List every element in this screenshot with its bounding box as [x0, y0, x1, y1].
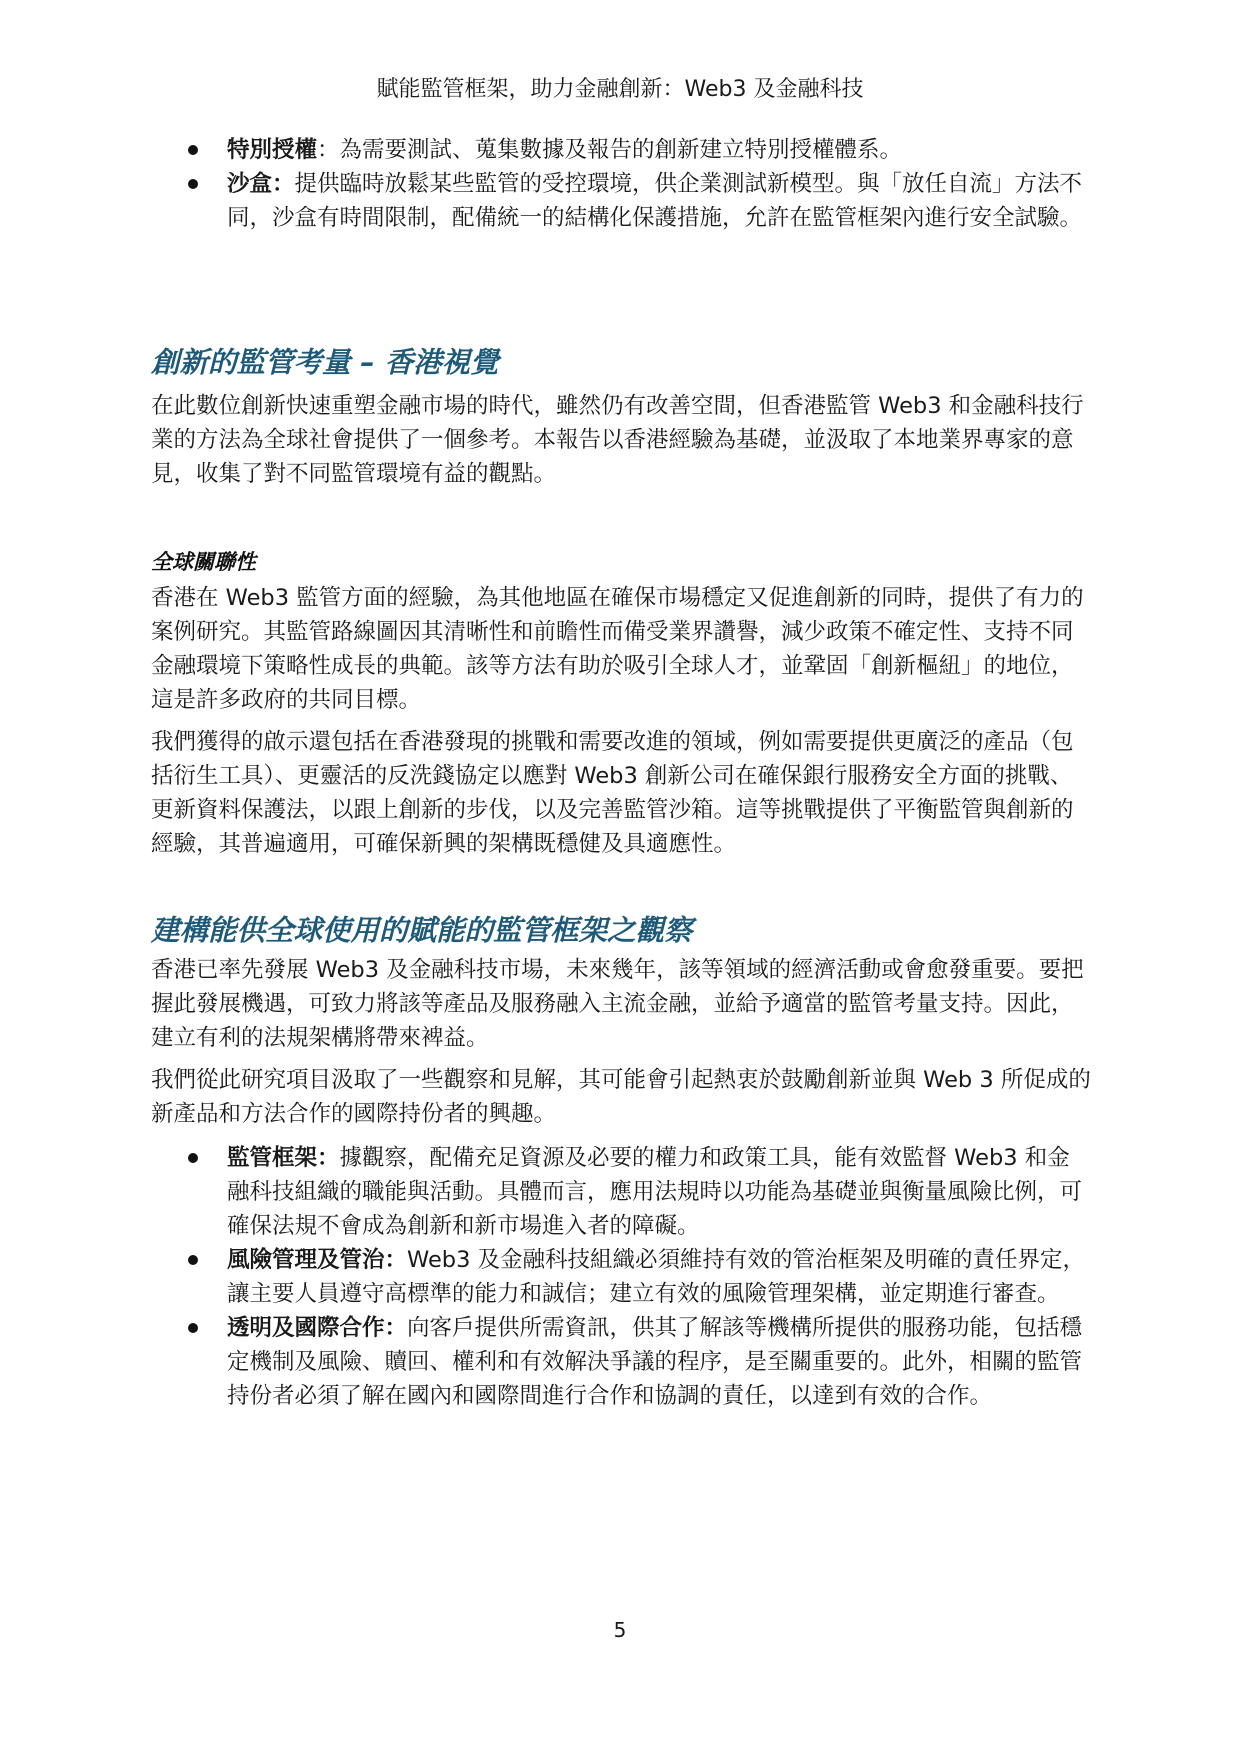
bullet-term: 風險管理及管治： [227, 1247, 408, 1273]
bullet-text: Web3 及金融科技組織必須維持有效的管治框架及明確的責任界定，讓主要人員遵守高標準的能力和誠信；建立有效的風險管理架構，並定期進行審查。 [227, 1247, 1086, 1307]
section-global-framework [151, 911, 1091, 1413]
section-innovation-considerations [151, 343, 1091, 491]
top-bullet-list-container [151, 133, 1091, 235]
section-heading: 建構能供全球使用的賦能的監管框架之觀察 [151, 914, 693, 947]
bullet-icon [188, 145, 198, 155]
section-heading: 創新的監管考量 – 香港視覺 [151, 346, 499, 379]
bullet-icon [188, 179, 198, 189]
subsection-paragraph-1: 香港在 Web3 監管方面的經驗，為其他地區在確保市場穩定又促進創新的同時，提供了有力的案例研究。其監管路線圖因其清晰性和前瞻性而備受業界讚譽，減少政策不確定性、支持不同金融環境下策略性成長的典範。該等方法有助於吸引全球人才，並鞏固「創新樞紐」的地位，這是許多政府的共同目標。 [151, 585, 1084, 713]
list-item [151, 1141, 1091, 1243]
subsection-heading: 全球關聯性 [151, 550, 256, 574]
bullet-text: ：為需要測試、蒐集數據及報告的創新建立特別授權體系。 [317, 137, 903, 163]
section-paragraph: 在此數位創新快速重塑金融市場的時代，雖然仍有改善空間，但香港監管 Web3 和金融科技行業的方法為全球社會提供了一個參考。本報告以香港經驗為基礎，並汲取了本地業界專家的意見，收集了對不同監管環境有益的觀點。 [151, 393, 1084, 487]
list-item [151, 133, 1091, 167]
page-number: 5 [613, 1618, 627, 1642]
section-paragraph-1: 香港已率先發展 Web3 及金融科技市場，未來幾年，該等領域的經濟活動或會愈發重要。要把握此發展機遇，可致力將該等產品及服務融入主流金融，並給予適當的監管考量支持。因此，建立有利的法規架構將帶來裨益。 [151, 957, 1084, 1051]
list-item [151, 167, 1091, 235]
bullet-term: 透明及國際合作： [227, 1315, 408, 1341]
bullet-icon [188, 1323, 198, 1333]
list-item [151, 1243, 1091, 1311]
bullet-text: 據觀察，配備充足資源及必要的權力和政策工具，能有效監督 Web3 和金融科技組織的職能與活動。具體而言，應用法規時以功能為基礎並與衡量風險比例，可確保法規不會成為創新和新市場進入者的障礙。 [227, 1145, 1083, 1239]
subsection-paragraph-2: 我們獲得的啟示還包括在香港發現的挑戰和需要改進的領域，例如需要提供更廣泛的產品（包括衍生工具）、更靈活的反洗錢協定以應對 Web3 創新公司在確保銀行服務安全方面的挑戰、更新資料保護法，以跟上創新的步伐，以及完善監管沙箱。這等挑戰提供了平衡監管與創新的經驗，其普遍適用，可確保新興的架構既穩健及具適應性。 [151, 729, 1074, 857]
bullet-icon [188, 1153, 198, 1163]
bullet-term: 特別授權 [227, 137, 318, 163]
bullet-term: 沙盒： [227, 171, 295, 197]
bullet-term: 監管框架： [227, 1145, 340, 1171]
section-paragraph-2: 我們從此研究項目汲取了一些觀察和見解，其可能會引起熱衷於鼓勵創新並與 Web 3 所促成的新產品和方法合作的國際持份者的興趣。 [151, 1067, 1091, 1127]
top-bullet-list [151, 133, 1091, 235]
bullet-text: 向客戶提供所需資訊，供其了解該等機構所提供的服務功能，包括穩定機制及風險、贖回、權利和有效解決爭議的程序，是至關重要的。此外，相關的監管持份者必須了解在國內和國際間進行合作和協調的責任，以達到有效的合作。 [227, 1315, 1083, 1409]
page-header: 賦能監管框架，助力金融創新：Web3 及金融科技 [376, 77, 864, 102]
subsection-global-relevance [151, 545, 1091, 861]
bullet-icon [188, 1255, 198, 1265]
bullet-text: 提供臨時放鬆某些監管的受控環境，供企業測試新模型。與「放任自流」方法不同，沙盒有時間限制，配備統一的結構化保護措施，允許在監管框架內進行安全試驗。 [227, 171, 1083, 231]
observations-bullet-list [151, 1141, 1091, 1413]
list-item [151, 1311, 1091, 1413]
